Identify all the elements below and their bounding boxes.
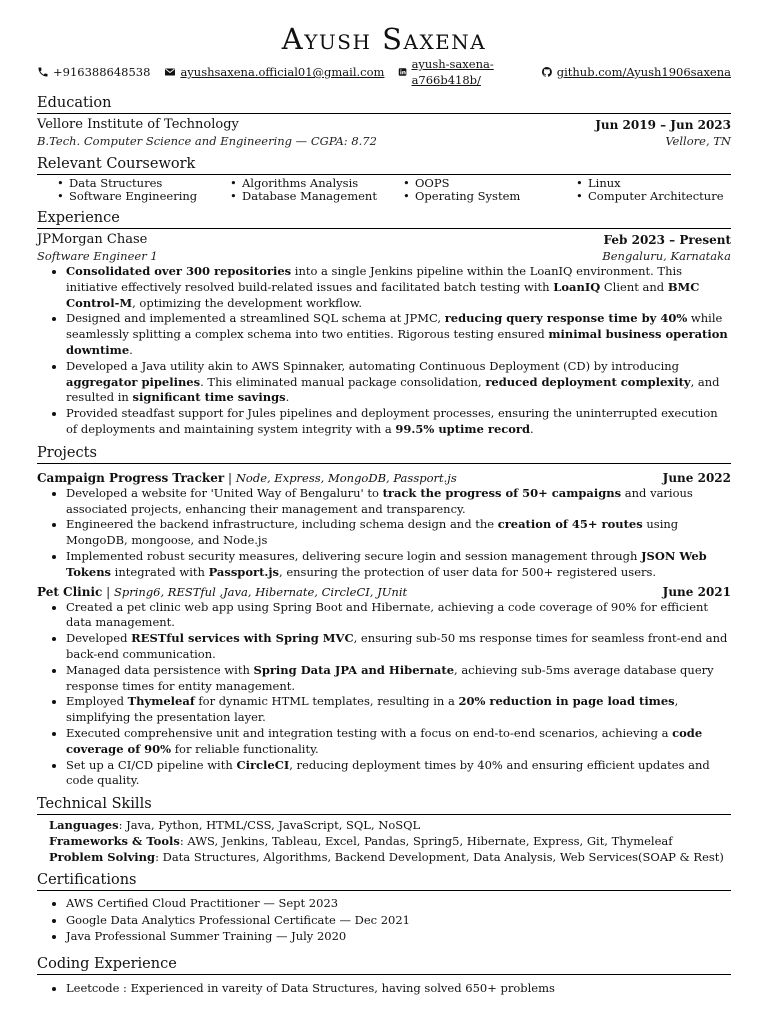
bullet-text: Implemented robust security measures, delivering secure login and session management through [66, 548, 642, 563]
bullet-highlight: reducing query response time by 40% [444, 311, 688, 326]
bullet-text: Developed a website for 'United Way of Bengaluru' to [66, 485, 383, 500]
job-bullet-list [37, 264, 731, 438]
certification-item: • Google Data Analytics Professional Certificate — Dec 2021 [66, 912, 731, 929]
project-date: June 2022 [662, 470, 731, 485]
job-bullet [66, 406, 731, 438]
project-bullet [66, 726, 731, 758]
bullet-highlight: CircleCI [236, 757, 290, 772]
bullet-text: Managed data persistence with [66, 662, 254, 677]
project-bullet [66, 549, 731, 581]
projects-heading: Projects [37, 444, 731, 464]
job-title-row [37, 248, 731, 264]
education-location: Vellore, TN [665, 134, 731, 148]
bullet-text: while seamlessly splitting a complex schema into two entities. Rigorous testing ensured [66, 311, 723, 342]
bullet-highlight: RESTful services with Spring MVC [131, 631, 354, 646]
bullet-text: . [285, 390, 290, 405]
bullet-highlight: 99.5% uptime record [395, 421, 531, 436]
bullet-text: , optimizing the development workflow. [132, 295, 363, 310]
education-row [37, 117, 731, 133]
contact-phone[interactable] [37, 56, 150, 88]
project-separator: | [102, 584, 114, 599]
company-name: JPMorgan Chase [37, 232, 148, 247]
github-link[interactable]: github.com/Ayush1906saxena [556, 65, 731, 79]
bullet-highlight: significant time savings [132, 390, 286, 405]
bullet-text: , reducing deployment times by 40% and ensuring efficient updates and code quality. [66, 757, 710, 788]
certification-item: • AWS Certified Cloud Practitioner — Sept 2023 [66, 895, 731, 912]
course-item: • Computer Architecture [576, 190, 749, 203]
bullet-text: , and resulted in [66, 374, 720, 405]
project-name: Pet Clinic [37, 584, 103, 599]
degree-row [37, 133, 731, 149]
bullet-text: Developed [66, 631, 132, 646]
bullet-text: Developed a Java utility akin to AWS Spinnaker, automating Continuous Deployment (CD) by introducing [66, 358, 680, 373]
course-item: • OOPS [403, 177, 576, 190]
project-bullet [66, 631, 731, 663]
certifications-list [37, 895, 731, 945]
bullet-text: using MongoDB, mongoose, and Node.js [66, 517, 679, 548]
bullet-text: for dynamic HTML templates, resulting in a [194, 694, 459, 709]
job-dates: Feb 2023 – Present [603, 233, 731, 247]
bullet-text: , achieving sub-5ms average database query response times for entity management. [66, 662, 714, 693]
coding-list [37, 981, 731, 997]
bullet-text: , ensuring sub-50 ms response times for seamless front-end and back-end communication. [66, 631, 728, 661]
project-bullet [66, 663, 731, 695]
bullet-highlight: creation of 45+ routes [497, 517, 643, 532]
project-bullet [66, 600, 731, 632]
project-tech: Spring6, RESTful ,Java, Hibernate, CircleCI, JUnit [114, 584, 408, 599]
bullet-text: integrated with [111, 564, 209, 579]
project-bullet [66, 758, 731, 790]
project-bullet [66, 486, 731, 518]
bullet-text: Provided steadfast support for Jules pipelines and deployment processes, ensuring the uninterrupted execution of deployments and maintaining system integrity with a [66, 406, 718, 436]
skill-value: : Java, Python, HTML/CSS, JavaScript, SQL, NoSQL [118, 818, 421, 833]
experience-heading: Experience [37, 209, 731, 229]
project-date: June 2021 [662, 584, 731, 599]
bullet-highlight: minimal business operation downtime [66, 327, 728, 357]
coursework-heading: Relevant Coursework [37, 155, 731, 175]
skills-heading: Technical Skills [37, 795, 731, 815]
job-bullet [66, 264, 731, 311]
bullet-highlight: LoanIQ [553, 279, 601, 294]
bullet-text: Engineered the backend infrastructure, including schema design and the [66, 517, 498, 532]
bullet-highlight: Consolidated over 300 repositories [66, 264, 292, 278]
bullet-text: Set up a CI/CD pipeline with [66, 757, 237, 772]
degree: B.Tech. Computer Science and Engineering — CGPA: 8.72 [37, 134, 377, 148]
bullet-text: and various associated projects, enhancing their management and transparency. [66, 485, 693, 516]
skill-label: Frameworks & Tools [49, 834, 180, 849]
bullet-text: Created a pet clinic web app using Spring Boot and Hibernate, achieving a code coverage of 90% for efficient data management. [66, 599, 709, 630]
course-item: • Database Management [230, 190, 403, 203]
bullet-text: , ensuring the protection of user data for 500+ registered users. [279, 564, 657, 579]
mail-icon [164, 66, 176, 78]
job-bullet [66, 311, 731, 358]
school-name: Vellore Institute of Technology [37, 117, 239, 132]
candidate-name: Ayush Saxena [281, 22, 487, 56]
linkedin-link[interactable]: ayush-saxena-a766b418b/ [411, 57, 494, 87]
certification-item: • Java Professional Summer Training — July 2020 [66, 928, 731, 945]
resume-page [37, 22, 731, 996]
bullet-highlight: aggregator pipelines [66, 374, 201, 389]
project-header [37, 584, 731, 600]
skill-row [49, 849, 731, 865]
contact-email[interactable] [164, 56, 384, 88]
skill-value: : AWS, Jenkins, Tableau, Excel, Pandas, Spring5, Hibernate, Express, Git, Thymeleaf [179, 834, 673, 849]
phone-icon [37, 66, 49, 78]
bullet-highlight: code coverage of 90% [66, 725, 703, 756]
skill-row [49, 817, 731, 833]
job-row [37, 232, 731, 248]
contact-linkedin[interactable] [398, 56, 526, 88]
course-item: • Operating System [403, 190, 576, 203]
contact-bar [37, 56, 731, 88]
project-title [37, 584, 407, 600]
bullet-text: Client and [600, 279, 668, 294]
skill-value: : Data Structures, Algorithms, Backend Development, Data Analysis, Web Services(SOAP & Rest) [155, 850, 724, 865]
bullet-text: , simplifying the presentation layer. [66, 694, 679, 725]
bullet-highlight: 20% reduction in page load times [458, 694, 675, 709]
bullet-highlight: BMC Control-M [66, 279, 700, 310]
education-dates: Jun 2019 – Jun 2023 [595, 118, 731, 132]
email-link[interactable]: ayushsaxena.official01@gmail.com [180, 65, 385, 79]
project-bullet-list [37, 486, 731, 581]
linkedin-icon [398, 66, 407, 78]
skill-row [49, 833, 731, 849]
coding-heading: Coding Experience [37, 955, 731, 975]
bullet-text: Employed [66, 694, 128, 709]
course-item: • Software Engineering [57, 190, 230, 203]
project-name: Campaign Progress Tracker [37, 470, 225, 485]
bullet-text: Designed and implemented a streamlined SQL schema at JPMC, [66, 311, 445, 326]
project-title [37, 470, 457, 486]
github-icon [541, 66, 553, 78]
project-bullet [66, 694, 731, 726]
bullet-highlight: track the progress of 50+ campaigns [382, 485, 622, 500]
bullet-text: . This eliminated manual package consolidation, [200, 374, 486, 389]
project-bullet [66, 517, 731, 549]
skill-label: Problem Solving [49, 850, 156, 865]
project-bullet-list [37, 600, 731, 790]
bullet-text: into a single Jenkins pipeline within the LoanIQ environment. This initiative effectively resolved build-related issues and facilitated batch testing with [66, 264, 683, 294]
skill-label: Languages [49, 818, 119, 833]
course-item: • Algorithms Analysis [230, 177, 403, 190]
bullet-highlight: JSON Web Tokens [66, 548, 707, 579]
coursework-list [37, 177, 731, 203]
bullet-highlight: Thymeleaf [127, 694, 195, 709]
bullet-text: . [530, 421, 534, 436]
bullet-highlight: reduced deployment complexity [485, 374, 691, 389]
project-separator: | [224, 470, 236, 485]
bullet-highlight: Passport.js [208, 564, 280, 579]
job-title: Software Engineer 1 [37, 249, 158, 263]
bullet-text: . [129, 342, 133, 357]
coding-item: • Leetcode : Experienced in vareity of Data Structures, having solved 650+ problems [66, 981, 731, 997]
bullet-text: Executed comprehensive unit and integration testing with a focus on end-to-end scenarios, achieving a [66, 725, 673, 740]
contact-github[interactable] [541, 56, 731, 88]
education-heading: Education [37, 94, 731, 114]
phone-number: +916388648538 [53, 65, 151, 79]
project-header [37, 470, 731, 486]
certifications-heading: Certifications [37, 871, 731, 891]
course-item: • Data Structures [57, 177, 230, 190]
bullet-highlight: Spring Data JPA and Hibernate [253, 662, 455, 677]
projects-list [37, 470, 731, 789]
skills-list [37, 817, 731, 865]
course-item: • Linux [576, 177, 749, 190]
job-bullet [66, 359, 731, 406]
job-location: Bengaluru, Karnataka [602, 249, 731, 263]
bullet-text: for reliable functionality. [171, 741, 319, 756]
project-tech: Node, Express, MongoDB, Passport.js [235, 470, 457, 485]
